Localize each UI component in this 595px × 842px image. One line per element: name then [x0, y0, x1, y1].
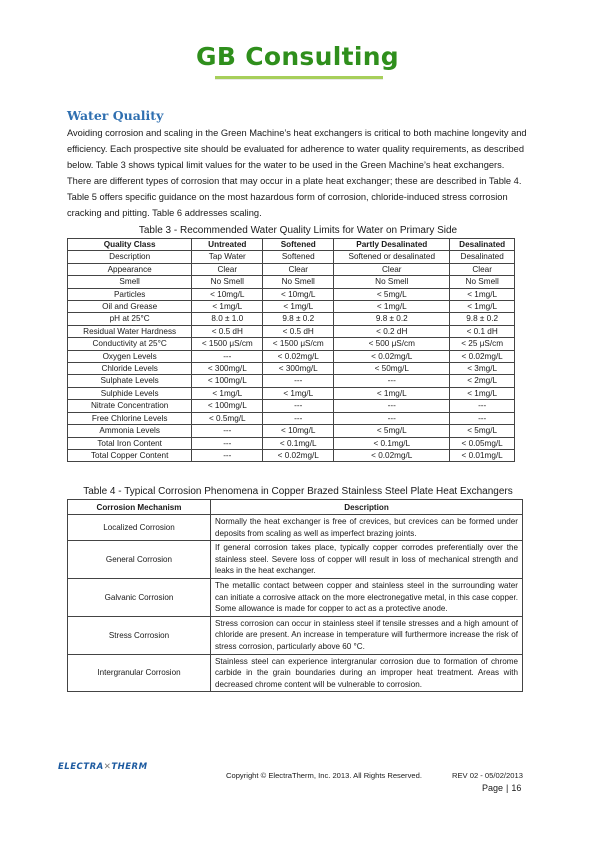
table-row — [68, 263, 515, 275]
table-cell: < 1mg/L — [192, 387, 263, 399]
table-cell: Clear — [192, 263, 263, 275]
logo-electra: ELECTRA — [58, 762, 104, 772]
table-cell: < 1500 μS/cm — [192, 338, 263, 350]
table-cell: < 1mg/L — [334, 301, 450, 313]
table-row — [68, 288, 515, 300]
table-cell: < 0.1mg/L — [263, 437, 334, 449]
table-cell: < 10mg/L — [263, 288, 334, 300]
table-cell: Clear — [450, 263, 515, 275]
table-cell: < 0.02mg/L — [334, 350, 450, 362]
column-header: Partly Desalinated — [334, 239, 450, 251]
table-cell: Desalinated — [450, 251, 515, 263]
table-cell: < 0.1mg/L — [334, 437, 450, 449]
table-row — [68, 338, 515, 350]
table-cell: < 500 μS/cm — [334, 338, 450, 350]
table-cell: Tap Water — [192, 251, 263, 263]
table-cell: < 0.2 dH — [334, 325, 450, 337]
table-cell: < 0.5 dH — [192, 325, 263, 337]
column-header: Softened — [263, 239, 334, 251]
table-row — [68, 437, 515, 449]
table-cell: --- — [263, 375, 334, 387]
table-cell: Smell — [68, 276, 192, 288]
table-row — [68, 400, 515, 412]
page-label: Page — [482, 783, 504, 793]
table-cell: --- — [450, 400, 515, 412]
water-quality-table — [67, 238, 515, 462]
table-cell: Galvanic Corrosion — [68, 578, 211, 616]
table-cell: < 0.5mg/L — [192, 412, 263, 424]
table-cell: < 1500 μS/cm — [263, 338, 334, 350]
logo-gb: GB — [196, 42, 237, 71]
table-row — [68, 449, 515, 461]
table-header-row — [68, 500, 523, 515]
table-cell: Oil and Grease — [68, 301, 192, 313]
table-header-row — [68, 239, 515, 251]
logo-therm: THERM — [111, 762, 148, 772]
copyright: Copyright © ElectraTherm, Inc. 2013. All Rights Reserved. — [226, 771, 422, 780]
table-cell: < 2mg/L — [450, 375, 515, 387]
table-cell: Total Iron Content — [68, 437, 192, 449]
table-cell: --- — [192, 449, 263, 461]
table-cell: --- — [450, 412, 515, 424]
table-row — [68, 515, 523, 541]
table-row — [68, 616, 523, 654]
table-cell: < 1mg/L — [334, 387, 450, 399]
table-row — [68, 363, 515, 375]
table-cell: Localized Corrosion — [68, 515, 211, 541]
table-cell: --- — [334, 412, 450, 424]
column-header: Corrosion Mechanism — [68, 500, 211, 515]
table-cell: --- — [334, 400, 450, 412]
table-cell: < 1mg/L — [450, 301, 515, 313]
logo-consulting: Consulting — [245, 42, 399, 71]
table-cell: < 0.02mg/L — [334, 449, 450, 461]
table-cell: Nitrate Concentration — [68, 400, 192, 412]
revision: REV 02 - 05/02/2013 — [452, 771, 523, 780]
table-row — [68, 350, 515, 362]
table-cell: --- — [263, 400, 334, 412]
page-separator: | — [506, 783, 509, 793]
logo — [0, 42, 595, 71]
table-cell: < 5mg/L — [334, 425, 450, 437]
table-cell: < 5mg/L — [334, 288, 450, 300]
table-row — [68, 412, 515, 424]
table-cell: < 1mg/L — [263, 387, 334, 399]
table-cell: Ammonia Levels — [68, 425, 192, 437]
table-row — [68, 541, 523, 579]
table-cell: Sulphide Levels — [68, 387, 192, 399]
table-cell: < 0.02mg/L — [263, 350, 334, 362]
table-cell: Residual Water Hardness — [68, 325, 192, 337]
table-cell: < 1mg/L — [450, 387, 515, 399]
table-row — [68, 313, 515, 325]
table-cell: Conductivity at 25°C — [68, 338, 192, 350]
table-cell: Free Chlorine Levels — [68, 412, 192, 424]
table-cell: Appearance — [68, 263, 192, 275]
table-cell: Normally the heat exchanger is free of crevices, but crevices can be formed under deposits from scaling as well as imperfect brazing joints. — [211, 515, 523, 541]
corrosion-table — [67, 499, 523, 692]
table-cell: pH at 25°C — [68, 313, 192, 325]
table-cell: The metallic contact between copper and stainless steel in the surrounding water can initiate a corrosive attack on the more electronegative metal, in this case copper. Some allowance is made for copper to act as a protective anode. — [211, 578, 523, 616]
table-cell: No Smell — [450, 276, 515, 288]
table-row — [68, 578, 523, 616]
table-cell: < 5mg/L — [450, 425, 515, 437]
table-cell: --- — [192, 350, 263, 362]
column-header: Untreated — [192, 239, 263, 251]
table-cell: Description — [68, 251, 192, 263]
section-title: Water Quality — [67, 108, 164, 123]
table-cell: --- — [192, 425, 263, 437]
table-cell: < 3mg/L — [450, 363, 515, 375]
table-cell: Particles — [68, 288, 192, 300]
table-cell: No Smell — [263, 276, 334, 288]
table-cell: No Smell — [334, 276, 450, 288]
table-cell: < 300mg/L — [263, 363, 334, 375]
page-number — [482, 783, 521, 793]
table-row — [68, 276, 515, 288]
page-value: 16 — [511, 783, 522, 793]
table-cell: Total Copper Content — [68, 449, 192, 461]
table-cell: 8.0 ± 1.0 — [192, 313, 263, 325]
table-cell: < 0.01mg/L — [450, 449, 515, 461]
table-cell: Oxygen Levels — [68, 350, 192, 362]
table-row — [68, 375, 515, 387]
table-cell: --- — [334, 375, 450, 387]
column-header: Quality Class — [68, 239, 192, 251]
intro-paragraph: Avoiding corrosion and scaling in the Green Machine’s heat exchangers is critical to both machine longevity and efficiency. Each prospective site should be evaluated for adherence to water quality requirements, as described below. Table 3 shows typical limit values for the water to be used in the Green Machine’s heat exchangers. There are different types of corrosion that may occur in a plate heat exchanger; these are described in Table 4. Table 5 offers specific guidance on the most hazardous form of corrosion, chloride-induced stress corrosion cracking and pitting. Table 6 addresses scaling. — [67, 128, 527, 218]
table-cell: --- — [192, 437, 263, 449]
table-cell: < 10mg/L — [192, 288, 263, 300]
table-cell: Clear — [263, 263, 334, 275]
column-header: Description — [211, 500, 523, 515]
table-cell: Stress Corrosion — [68, 616, 211, 654]
table-cell: If general corrosion takes place, typically copper corrodes preferentially over the stainless steel. Severe loss of copper will result in loss of mechanical strength and leaks in the heat exchanger. — [211, 541, 523, 579]
table-cell: < 0.05mg/L — [450, 437, 515, 449]
table-cell: Chloride Levels — [68, 363, 192, 375]
table-cell: < 10mg/L — [263, 425, 334, 437]
table-cell: < 0.02mg/L — [263, 449, 334, 461]
table-cell: 9.8 ± 0.2 — [263, 313, 334, 325]
table3-caption: Table 3 - Recommended Water Quality Limits for Water on Primary Side — [138, 225, 458, 236]
table4-caption: Table 4 - Typical Corrosion Phenomena in Copper Brazed Stainless Steel Plate Heat Exchangers — [83, 486, 513, 497]
table-cell: Stress corrosion can occur in stainless steel if tensile stresses and a high amount of chloride are present. An increase in temperature will furthermore increase the risk of stress corrosion, particularly above 60 °C. — [211, 616, 523, 654]
table-cell: Softened — [263, 251, 334, 263]
table-cell: < 0.1 dH — [450, 325, 515, 337]
table-row — [68, 251, 515, 263]
table-cell: < 100mg/L — [192, 400, 263, 412]
table-cell: < 0.5 dH — [263, 325, 334, 337]
table-cell: < 50mg/L — [334, 363, 450, 375]
table-cell: No Smell — [192, 276, 263, 288]
table-cell: Softened or desalinated — [334, 251, 450, 263]
logo-underline-shadow — [215, 79, 383, 80]
table-cell: 9.8 ± 0.2 — [450, 313, 515, 325]
column-header: Desalinated — [450, 239, 515, 251]
table-cell: Sulphate Levels — [68, 375, 192, 387]
table-row — [68, 654, 523, 692]
table-row — [68, 425, 515, 437]
table-cell: < 1mg/L — [192, 301, 263, 313]
table-row — [68, 301, 515, 313]
table-cell: < 1mg/L — [263, 301, 334, 313]
table-cell: 9.8 ± 0.2 — [334, 313, 450, 325]
table-cell: < 0.02mg/L — [450, 350, 515, 362]
table-cell: Clear — [334, 263, 450, 275]
table-row — [68, 325, 515, 337]
table-cell: Intergranular Corrosion — [68, 654, 211, 692]
table-row — [68, 387, 515, 399]
table-cell: --- — [263, 412, 334, 424]
table-cell: General Corrosion — [68, 541, 211, 579]
table-cell: < 300mg/L — [192, 363, 263, 375]
logo-mark-icon: ✕ — [103, 762, 112, 772]
table-cell: < 1mg/L — [450, 288, 515, 300]
table-cell: < 25 μS/cm — [450, 338, 515, 350]
table-cell: Stainless steel can experience intergranular corrosion due to formation of chrome carbide in the grain boundaries during an improper heat treatment. Areas with decreased chrome content will be vulnerable to corrosion. — [211, 654, 523, 692]
electratherm-logo — [58, 762, 148, 772]
table-cell: < 100mg/L — [192, 375, 263, 387]
